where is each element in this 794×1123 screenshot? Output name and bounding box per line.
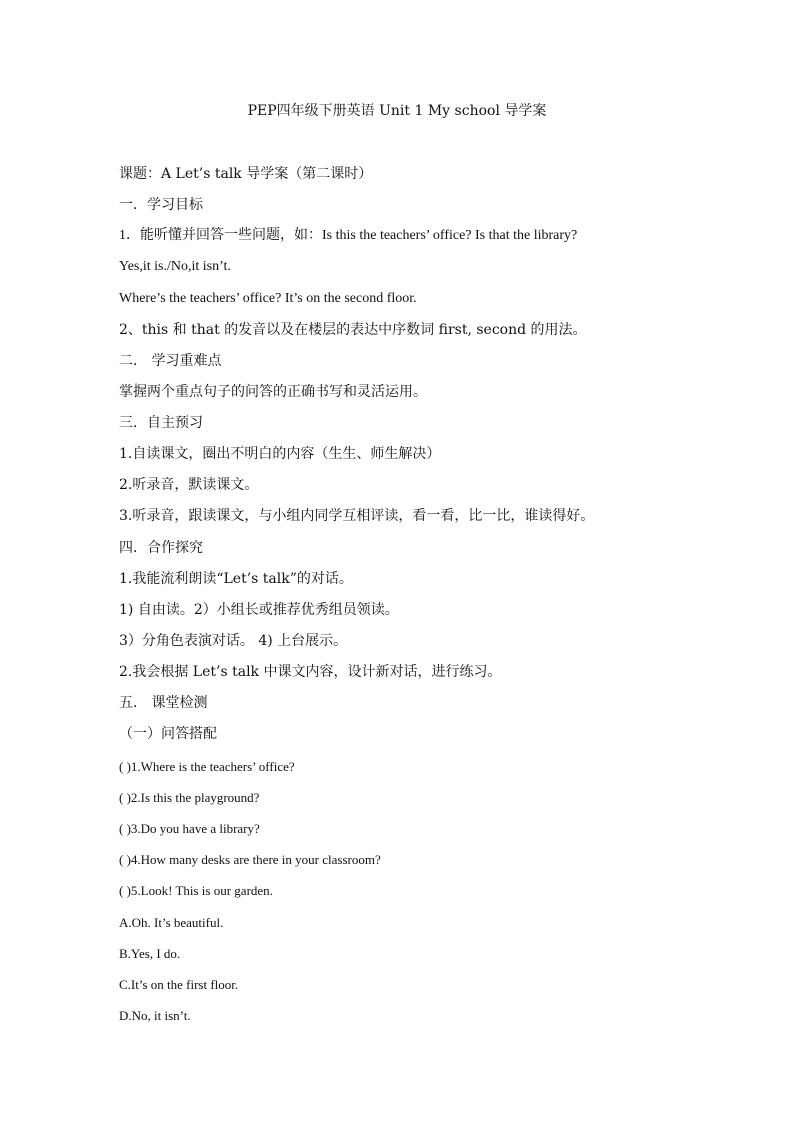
cooperation-item-1: 1.我能流利朗读“Let’s talk”的对话。 xyxy=(119,571,353,587)
question-5: ( )5.Look! This is our garden. xyxy=(119,883,273,898)
question-2: ( )2.Is this the playground? xyxy=(119,790,260,805)
objective-1-answer: Yes,it is./No,it isn’t. xyxy=(119,259,231,274)
section-heading-cooperation: 四．合作探究 xyxy=(119,540,203,556)
section-heading-key-points: 二． 学习重难点 xyxy=(119,353,222,369)
section-heading-objectives: 一．学习目标 xyxy=(119,197,203,213)
document-title: PEP四年级下册英语 Unit 1 My school 导学案 xyxy=(247,103,547,119)
answer-option-d: D.No, it isn’t. xyxy=(119,1008,191,1023)
preview-item-3: 3.听录音，跟读课文，与小组内同学互相评读，看一看，比一比，谁读得好。 xyxy=(119,508,595,524)
cooperation-sub-1: 1) 自由读。2）小组长或推荐优秀组员领读。 xyxy=(119,602,399,618)
key-points-text: 掌握两个重点句子的问答的正确书写和灵活运用。 xyxy=(119,384,427,400)
section-heading-class-test: 五． 课堂检测 xyxy=(119,695,208,711)
cooperation-sub-2: 3）分角色表演对话。 4) 上台展示。 xyxy=(119,633,348,649)
objective-2: 2、this 和 that 的发音以及在楼层的表达中序数词 first, second 的用法。 xyxy=(119,322,587,338)
objective-1: 1．能听懂并回答一些问题，如：Is this the teachers’ office? Is that the library? xyxy=(119,228,578,243)
objective-1-example: Where’s the teachers’ office? It’s on the second floor. xyxy=(119,291,417,306)
question-4: ( )4.How many desks are there in your classroom? xyxy=(119,852,381,867)
question-3: ( )3.Do you have a library? xyxy=(119,821,260,836)
preview-item-1: 1.自读课文，圈出不明白的内容（生生、师生解决） xyxy=(119,446,441,462)
question-1: ( )1.Where is the teachers’ office? xyxy=(119,759,295,774)
answer-option-a: A.Oh. It’s beautiful. xyxy=(119,915,224,930)
section-heading-preview: 三．自主预习 xyxy=(119,415,203,431)
sub-heading-matching: （一）问答搭配 xyxy=(119,726,217,742)
answer-option-c: C.It’s on the first floor. xyxy=(119,977,239,992)
answer-option-b: B.Yes, I do. xyxy=(119,946,181,961)
lesson-topic: 课题：A Let’s talk 导学案（第二课时） xyxy=(119,166,373,182)
preview-item-2: 2.听录音，默读课文。 xyxy=(119,477,259,493)
cooperation-item-2: 2.我会根据 Let’s talk 中课文内容，设计新对话，进行练习。 xyxy=(119,664,502,680)
